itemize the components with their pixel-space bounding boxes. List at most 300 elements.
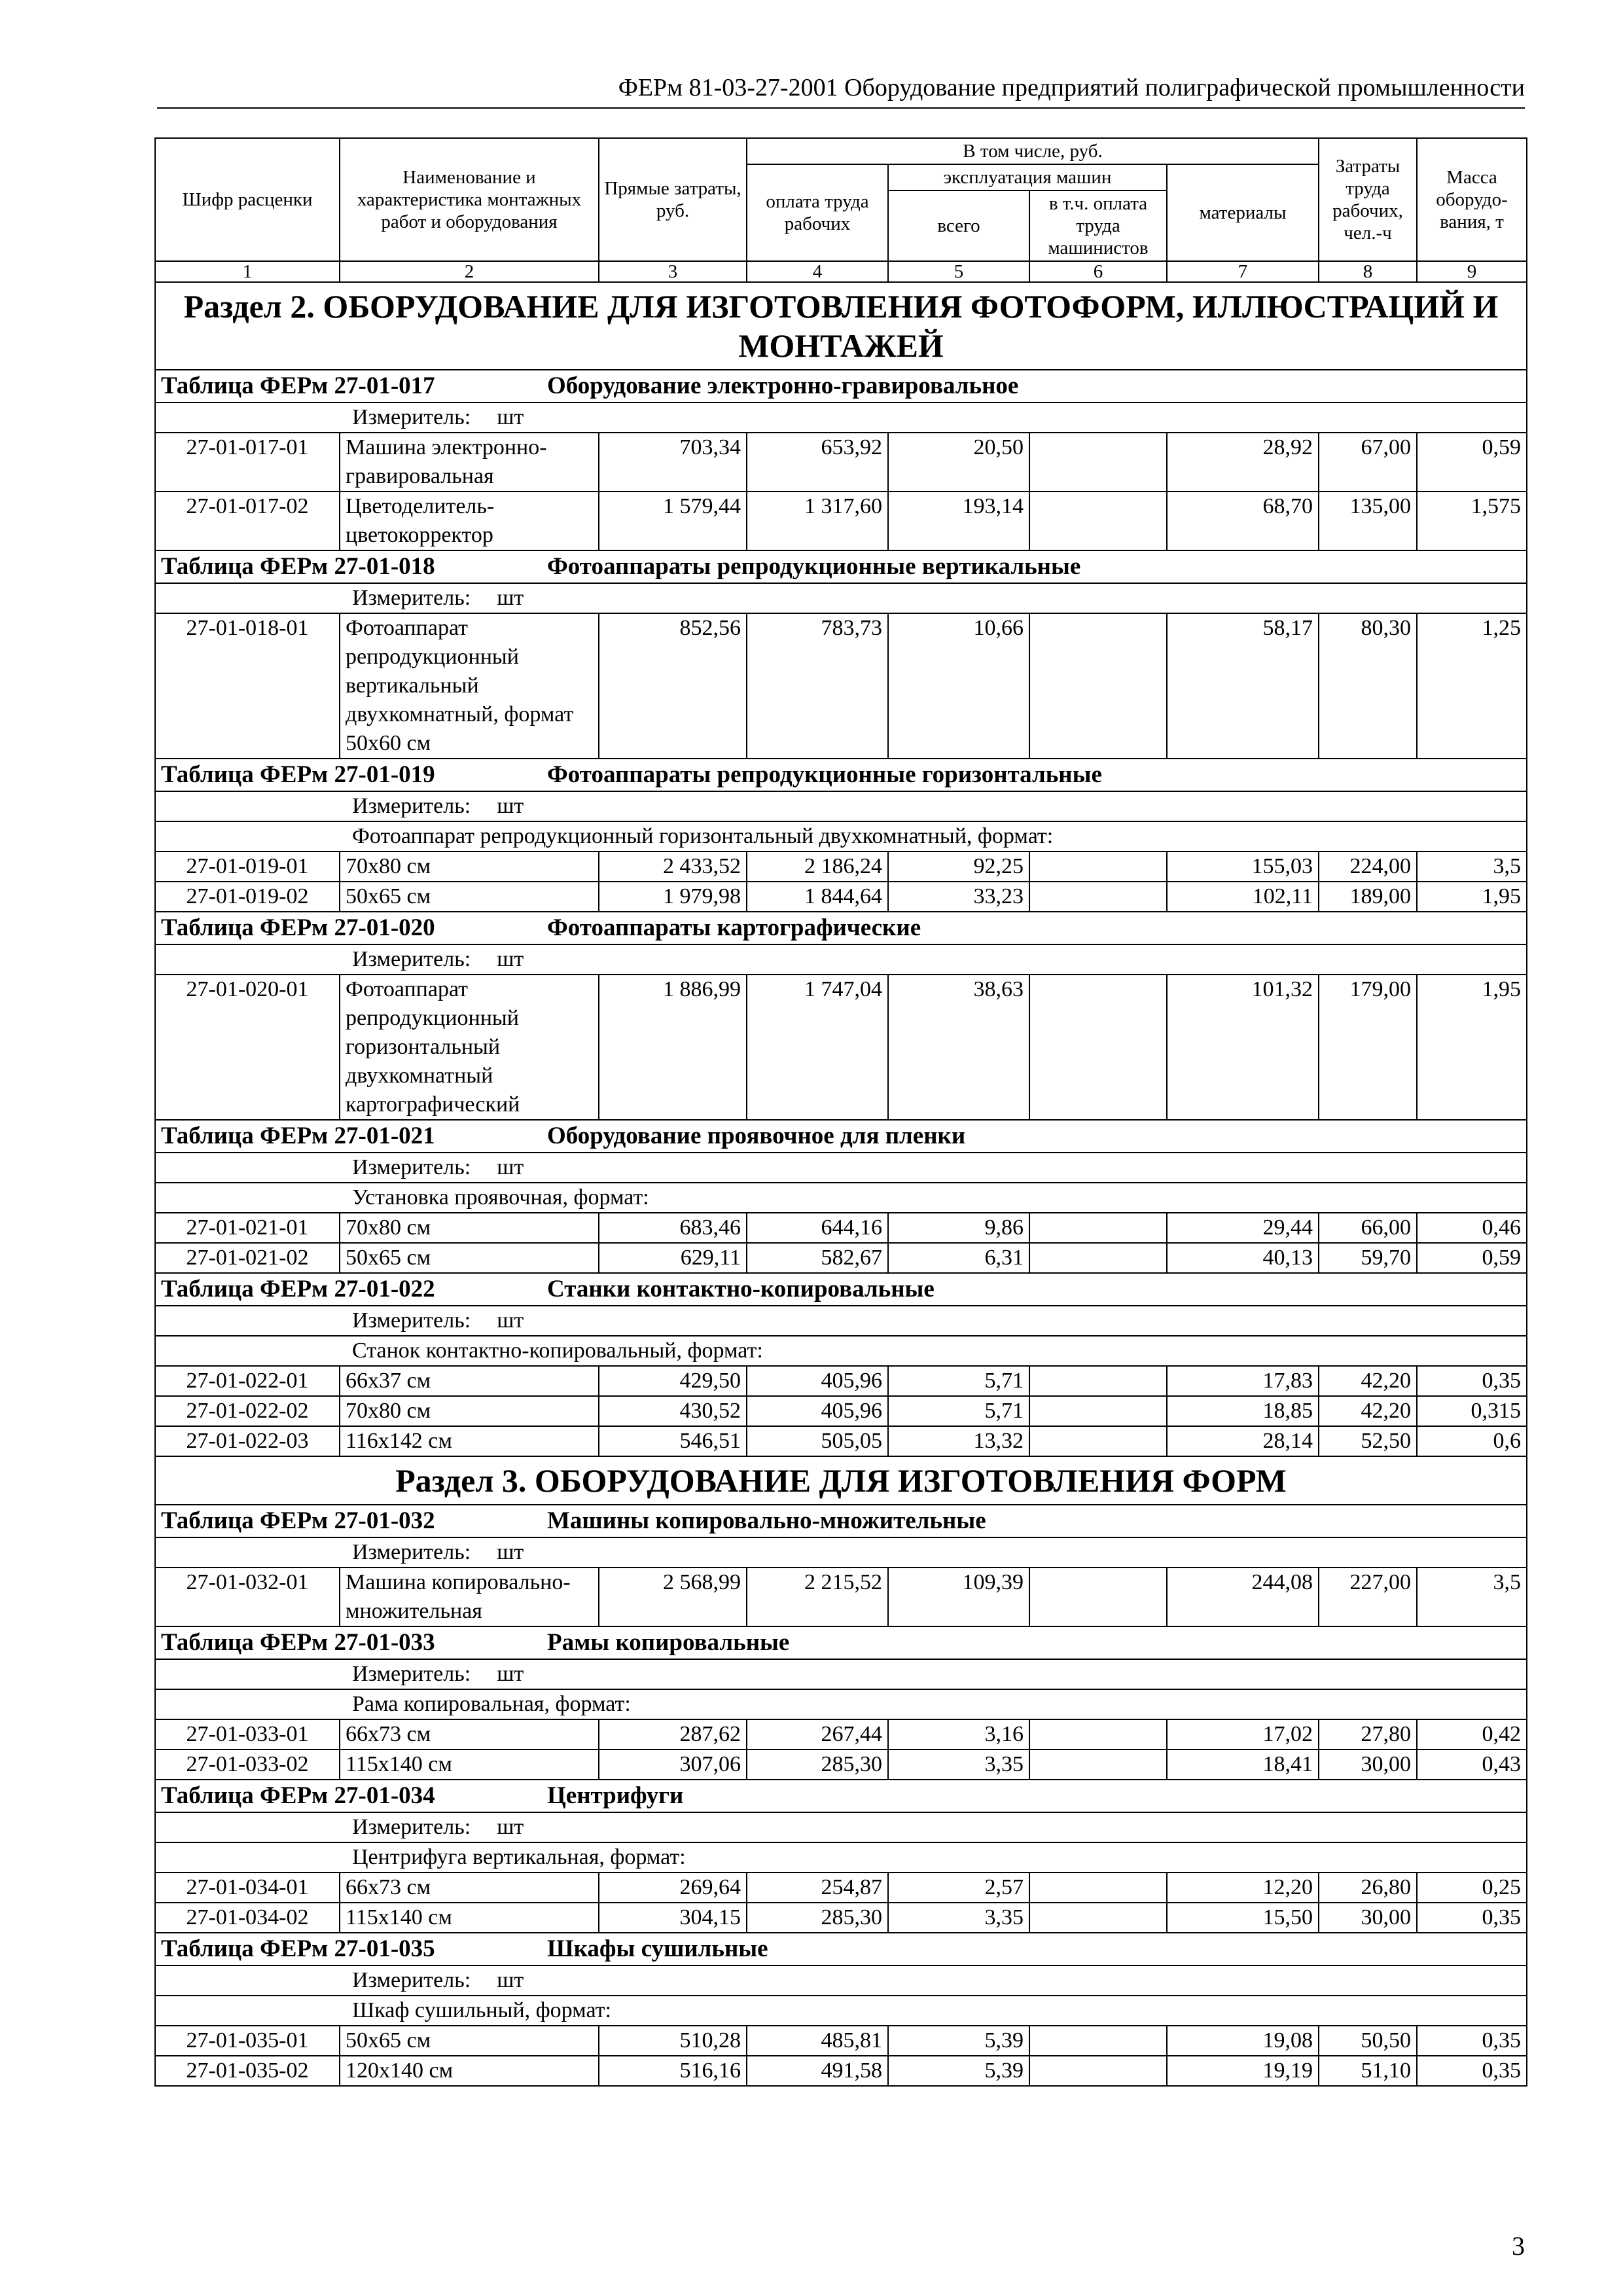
cell-mass: 0,35 (1417, 2026, 1527, 2056)
cell-wage: 491,58 (747, 2056, 888, 2086)
cell-mass: 3,5 (1417, 1568, 1527, 1626)
table-title: Оборудование электронно-гравировальное (547, 372, 1019, 399)
cell-wage: 505,05 (747, 1426, 888, 1456)
table-id: Таблица ФЕРм 27-01-034 (161, 1782, 435, 1809)
meter-unit: шт (497, 405, 524, 429)
cell-name: Фотоаппарат репродукционный горизонтальный двухкомнатный картографический (340, 975, 599, 1120)
table-id: Таблица ФЕРм 27-01-021 (161, 1122, 435, 1149)
table-heading (155, 370, 1527, 403)
table-row (155, 1243, 1527, 1273)
meter-row (155, 583, 1527, 613)
col-wage-header: оплата труда рабочих (747, 164, 888, 261)
col-number: 5 (888, 261, 1029, 282)
table-title: Фотоаппараты картографические (547, 914, 921, 941)
cell-materials: 18,85 (1167, 1396, 1319, 1426)
cell-machines-total: 109,39 (888, 1568, 1029, 1626)
cell-wage: 254,87 (747, 1873, 888, 1903)
group-row (155, 1183, 1527, 1213)
cell-machinist-wage (1029, 2026, 1167, 2056)
cell-labor: 42,20 (1319, 1366, 1417, 1396)
table-title: Станки контактно-копировальные (547, 1276, 935, 1302)
meter-cell (155, 1306, 1527, 1336)
table-title: Центрифуги (547, 1782, 684, 1809)
cell-machines-total: 5,39 (888, 2056, 1029, 2086)
table-heading (155, 912, 1527, 944)
cell-materials: 28,92 (1167, 433, 1319, 492)
cell-machinist-wage (1029, 882, 1167, 912)
cell-code: 27-01-021-01 (155, 1213, 340, 1243)
table-heading-row (155, 550, 1527, 583)
meter-label: Измеритель: (352, 1308, 471, 1333)
meter-cell (155, 1965, 1527, 1996)
cell-wage: 783,73 (747, 613, 888, 759)
cell-machinist-wage (1029, 1366, 1167, 1396)
table-row (155, 2056, 1527, 2086)
table-heading (155, 550, 1527, 583)
group-row (155, 1689, 1527, 1719)
table-heading-row (155, 1780, 1527, 1812)
meter-cell (155, 944, 1527, 975)
cell-machines-total: 5,39 (888, 2026, 1029, 2056)
cell-code: 27-01-034-01 (155, 1873, 340, 1903)
table-heading-row (155, 1933, 1527, 1965)
cell-machinist-wage (1029, 852, 1167, 882)
cell-labor: 227,00 (1319, 1568, 1417, 1626)
cell-mass: 1,25 (1417, 613, 1527, 759)
cell-name: 66х73 см (340, 1719, 599, 1749)
cell-labor: 30,00 (1319, 1903, 1417, 1933)
cell-direct-cost: 1 979,98 (599, 882, 747, 912)
rates-table-container (154, 137, 1526, 2087)
cell-machinist-wage (1029, 1213, 1167, 1243)
table-title: Оборудование проявочное для пленки (547, 1122, 966, 1149)
cell-name: 50х65 см (340, 1243, 599, 1273)
cell-machines-total: 13,32 (888, 1426, 1029, 1456)
rates-table (154, 137, 1527, 2087)
table-heading-row (155, 1273, 1527, 1306)
cell-code: 27-01-019-01 (155, 852, 340, 882)
cell-mass: 0,42 (1417, 1719, 1527, 1749)
cell-mass: 0,35 (1417, 1366, 1527, 1396)
cell-wage: 653,92 (747, 433, 888, 492)
col-incl-header: В том числе, руб. (747, 138, 1319, 164)
cell-labor: 50,50 (1319, 2026, 1417, 2056)
cell-code: 27-01-033-02 (155, 1749, 340, 1780)
cell-wage: 1 317,60 (747, 492, 888, 550)
cell-labor: 179,00 (1319, 975, 1417, 1120)
table-row (155, 1719, 1527, 1749)
cell-mass: 1,575 (1417, 492, 1527, 550)
meter-unit: шт (497, 1155, 524, 1179)
table-heading (155, 1626, 1527, 1659)
cell-machinist-wage (1029, 1903, 1167, 1933)
col-number: 2 (340, 261, 599, 282)
cell-machines-total: 5,71 (888, 1366, 1029, 1396)
cell-wage: 285,30 (747, 1903, 888, 1933)
cell-direct-cost: 2 568,99 (599, 1568, 747, 1626)
meter-cell (155, 1537, 1527, 1568)
cell-direct-cost: 629,11 (599, 1243, 747, 1273)
meter-cell (155, 1812, 1527, 1842)
cell-materials: 28,14 (1167, 1426, 1319, 1456)
cell-name: 66х73 см (340, 1873, 599, 1903)
cell-machines-total: 3,35 (888, 1903, 1029, 1933)
table-heading (155, 1933, 1527, 1965)
cell-wage: 405,96 (747, 1366, 888, 1396)
meter-cell (155, 1659, 1527, 1689)
cell-wage: 2 186,24 (747, 852, 888, 882)
cell-machines-total: 3,16 (888, 1719, 1029, 1749)
cell-machinist-wage (1029, 1568, 1167, 1626)
cell-machines-total: 10,66 (888, 613, 1029, 759)
cell-machinist-wage (1029, 433, 1167, 492)
meter-row (155, 1965, 1527, 1996)
col-number: 6 (1029, 261, 1167, 282)
cell-materials: 155,03 (1167, 852, 1319, 882)
cell-materials: 17,83 (1167, 1366, 1319, 1396)
table-heading-row (155, 370, 1527, 403)
meter-label: Измеритель: (352, 405, 471, 429)
meter-label: Измеритель: (352, 794, 471, 818)
cell-machinist-wage (1029, 492, 1167, 550)
group-caption: Шкаф сушильный, формат: (155, 1996, 1527, 2026)
table-row (155, 2026, 1527, 2056)
group-row (155, 1336, 1527, 1366)
cell-code: 27-01-035-01 (155, 2026, 340, 2056)
cell-labor: 80,30 (1319, 613, 1417, 759)
table-heading-row (155, 1120, 1527, 1153)
group-caption: Рама копировальная, формат: (155, 1689, 1527, 1719)
table-body (155, 282, 1527, 2086)
cell-mass: 1,95 (1417, 975, 1527, 1120)
table-row (155, 613, 1527, 759)
section-title: Раздел 3. ОБОРУДОВАНИЕ ДЛЯ ИЗГОТОВЛЕНИЯ ФОРМ (155, 1456, 1527, 1505)
cell-materials: 40,13 (1167, 1243, 1319, 1273)
col-number: 8 (1319, 261, 1417, 282)
cell-machinist-wage (1029, 1719, 1167, 1749)
table-heading (155, 759, 1527, 791)
cell-machinist-wage (1029, 1873, 1167, 1903)
cell-mass: 0,6 (1417, 1426, 1527, 1456)
meter-row (155, 1306, 1527, 1336)
table-header (155, 138, 1527, 282)
cell-code: 27-01-018-01 (155, 613, 340, 759)
cell-mass: 3,5 (1417, 852, 1527, 882)
section-row (155, 282, 1527, 370)
table-title: Шкафы сушильные (547, 1935, 768, 1962)
meter-unit: шт (497, 794, 524, 818)
group-caption: Станок контактно-копировальный, формат: (155, 1336, 1527, 1366)
section-title: Раздел 2. ОБОРУДОВАНИЕ ДЛЯ ИЗГОТОВЛЕНИЯ ФОТОФОРМ, ИЛЛЮСТРАЦИЙ И МОНТАЖЕЙ (155, 282, 1527, 370)
meter-label: Измеритель: (352, 947, 471, 971)
cell-name: 66х37 см (340, 1366, 599, 1396)
meter-row (155, 1812, 1527, 1842)
cell-machines-total: 92,25 (888, 852, 1029, 882)
table-heading-row (155, 1626, 1527, 1659)
cell-machines-total: 6,31 (888, 1243, 1029, 1273)
meter-cell (155, 791, 1527, 821)
table-heading (155, 1505, 1527, 1537)
group-row (155, 1996, 1527, 2026)
col-code-header: Шифр расценки (155, 138, 340, 261)
cell-direct-cost: 703,34 (599, 433, 747, 492)
group-caption: Центрифуга вертикальная, формат: (155, 1842, 1527, 1873)
cell-machinist-wage (1029, 1396, 1167, 1426)
meter-cell (155, 1153, 1527, 1183)
col-machinist-header: в т.ч. оплата труда машинистов (1029, 190, 1167, 261)
meter-label: Измеритель: (352, 1968, 471, 1992)
cell-direct-cost: 269,64 (599, 1873, 747, 1903)
meter-row (155, 944, 1527, 975)
table-row (155, 975, 1527, 1120)
table-row (155, 1213, 1527, 1243)
col-materials-header: материалы (1167, 164, 1319, 261)
table-heading (155, 1780, 1527, 1812)
meter-label: Измеритель: (352, 1155, 471, 1179)
cell-name: 70х80 см (340, 1213, 599, 1243)
cell-name: Машина электронно-гравировальная (340, 433, 599, 492)
table-title: Машины копировально-множительные (547, 1507, 986, 1534)
meter-label: Измеритель: (352, 586, 471, 610)
cell-machines-total: 193,14 (888, 492, 1029, 550)
cell-mass: 0,315 (1417, 1396, 1527, 1426)
cell-wage: 582,67 (747, 1243, 888, 1273)
cell-direct-cost: 546,51 (599, 1426, 747, 1456)
cell-labor: 224,00 (1319, 852, 1417, 882)
cell-direct-cost: 510,28 (599, 2026, 747, 2056)
table-row (155, 492, 1527, 550)
cell-code: 27-01-035-02 (155, 2056, 340, 2086)
cell-machines-total: 38,63 (888, 975, 1029, 1120)
cell-code: 27-01-019-02 (155, 882, 340, 912)
cell-materials: 29,44 (1167, 1213, 1319, 1243)
meter-row (155, 1537, 1527, 1568)
cell-wage: 644,16 (747, 1213, 888, 1243)
cell-mass: 1,95 (1417, 882, 1527, 912)
col-mass-header: Масса оборудо-вания, т (1417, 138, 1527, 261)
cell-name: 50х65 см (340, 2026, 599, 2056)
meter-unit: шт (497, 1662, 524, 1686)
cell-name: 70х80 см (340, 1396, 599, 1426)
cell-code: 27-01-017-02 (155, 492, 340, 550)
cell-mass: 0,35 (1417, 1903, 1527, 1933)
cell-materials: 17,02 (1167, 1719, 1319, 1749)
col-number: 1 (155, 261, 340, 282)
table-row (155, 1873, 1527, 1903)
table-heading-row (155, 912, 1527, 944)
cell-mass: 0,43 (1417, 1749, 1527, 1780)
table-row (155, 882, 1527, 912)
cell-direct-cost: 852,56 (599, 613, 747, 759)
group-row (155, 821, 1527, 852)
cell-name: 116х142 см (340, 1426, 599, 1456)
meter-row (155, 1153, 1527, 1183)
cell-wage: 267,44 (747, 1719, 888, 1749)
cell-code: 27-01-034-02 (155, 1903, 340, 1933)
table-heading (155, 1120, 1527, 1153)
meter-label: Измеритель: (352, 1815, 471, 1839)
cell-direct-cost: 1 886,99 (599, 975, 747, 1120)
cell-code: 27-01-017-01 (155, 433, 340, 492)
cell-code: 27-01-022-02 (155, 1396, 340, 1426)
group-caption: Фотоаппарат репродукционный горизонтальный двухкомнатный, формат: (155, 821, 1527, 852)
cell-labor: 30,00 (1319, 1749, 1417, 1780)
table-id: Таблица ФЕРм 27-01-033 (161, 1629, 435, 1656)
table-row (155, 852, 1527, 882)
col-number: 7 (1167, 261, 1319, 282)
table-row (155, 1749, 1527, 1780)
cell-mass: 0,59 (1417, 1243, 1527, 1273)
table-row (155, 1568, 1527, 1626)
table-id: Таблица ФЕРм 27-01-018 (161, 553, 435, 580)
cell-wage: 1 747,04 (747, 975, 888, 1120)
cell-materials: 102,11 (1167, 882, 1319, 912)
cell-labor: 52,50 (1319, 1426, 1417, 1456)
cell-name: 70х80 см (340, 852, 599, 882)
cell-mass: 0,59 (1417, 433, 1527, 492)
cell-machinist-wage (1029, 2056, 1167, 2086)
cell-code: 27-01-033-01 (155, 1719, 340, 1749)
cell-machines-total: 20,50 (888, 433, 1029, 492)
cell-direct-cost: 304,15 (599, 1903, 747, 1933)
cell-wage: 285,30 (747, 1749, 888, 1780)
table-heading-row (155, 759, 1527, 791)
table-id: Таблица ФЕРм 27-01-035 (161, 1935, 435, 1962)
meter-unit: шт (497, 1308, 524, 1333)
cell-machinist-wage (1029, 1749, 1167, 1780)
col-direct-header: Прямые затраты, руб. (599, 138, 747, 261)
table-row (155, 1366, 1527, 1396)
cell-labor: 66,00 (1319, 1213, 1417, 1243)
cell-labor: 26,80 (1319, 1873, 1417, 1903)
cell-code: 27-01-022-01 (155, 1366, 340, 1396)
table-id: Таблица ФЕРм 27-01-032 (161, 1507, 435, 1534)
cell-direct-cost: 307,06 (599, 1749, 747, 1780)
group-caption: Установка проявочная, формат: (155, 1183, 1527, 1213)
cell-labor: 67,00 (1319, 433, 1417, 492)
table-title: Рамы копировальные (547, 1629, 790, 1656)
group-row (155, 1842, 1527, 1873)
running-header: ФЕРм 81-03-27-2001 Оборудование предприятий полиграфической промышленности (157, 73, 1525, 109)
cell-code: 27-01-032-01 (155, 1568, 340, 1626)
table-row (155, 433, 1527, 492)
cell-mass: 0,35 (1417, 2056, 1527, 2086)
table-title: Фотоаппараты репродукционные вертикальные (547, 553, 1081, 580)
cell-materials: 18,41 (1167, 1749, 1319, 1780)
cell-labor: 59,70 (1319, 1243, 1417, 1273)
cell-wage: 1 844,64 (747, 882, 888, 912)
page-number: 3 (1512, 2231, 1525, 2261)
table-row (155, 1396, 1527, 1426)
table-title: Фотоаппараты репродукционные горизонтальные (547, 761, 1102, 788)
cell-wage: 405,96 (747, 1396, 888, 1426)
cell-code: 27-01-021-02 (155, 1243, 340, 1273)
cell-direct-cost: 516,16 (599, 2056, 747, 2086)
cell-wage: 485,81 (747, 2026, 888, 2056)
cell-wage: 2 215,52 (747, 1568, 888, 1626)
cell-machinist-wage (1029, 613, 1167, 759)
cell-labor: 135,00 (1319, 492, 1417, 550)
table-id: Таблица ФЕРм 27-01-022 (161, 1276, 435, 1302)
meter-row (155, 403, 1527, 433)
cell-materials: 58,17 (1167, 613, 1319, 759)
col-name-header: Наименование и характеристика монтажных работ и оборудования (340, 138, 599, 261)
cell-labor: 27,80 (1319, 1719, 1417, 1749)
meter-cell (155, 583, 1527, 613)
meter-unit: шт (497, 947, 524, 971)
cell-direct-cost: 430,52 (599, 1396, 747, 1426)
cell-name: 120х140 см (340, 2056, 599, 2086)
cell-materials: 12,20 (1167, 1873, 1319, 1903)
cell-labor: 189,00 (1319, 882, 1417, 912)
cell-name: 50х65 см (340, 882, 599, 912)
col-number: 4 (747, 261, 888, 282)
col-number: 9 (1417, 261, 1527, 282)
cell-labor: 51,10 (1319, 2056, 1417, 2086)
cell-direct-cost: 1 579,44 (599, 492, 747, 550)
cell-mass: 0,46 (1417, 1213, 1527, 1243)
cell-machinist-wage (1029, 975, 1167, 1120)
cell-name: Цветоделитель-цветокорректор (340, 492, 599, 550)
cell-labor: 42,20 (1319, 1396, 1417, 1426)
cell-name: 115х140 см (340, 1903, 599, 1933)
table-id: Таблица ФЕРм 27-01-019 (161, 761, 435, 788)
meter-unit: шт (497, 586, 524, 610)
meter-label: Измеритель: (352, 1540, 471, 1564)
cell-name: Фотоаппарат репродукционный вертикальный двухкомнатный, формат 50х60 см (340, 613, 599, 759)
cell-materials: 15,50 (1167, 1903, 1319, 1933)
cell-machines-total: 2,57 (888, 1873, 1029, 1903)
table-heading-row (155, 1505, 1527, 1537)
cell-materials: 68,70 (1167, 492, 1319, 550)
cell-machinist-wage (1029, 1243, 1167, 1273)
cell-machines-total: 33,23 (888, 882, 1029, 912)
meter-cell (155, 403, 1527, 433)
cell-mass: 0,25 (1417, 1873, 1527, 1903)
cell-materials: 19,08 (1167, 2026, 1319, 2056)
table-id: Таблица ФЕРм 27-01-017 (161, 372, 435, 399)
cell-name: 115х140 см (340, 1749, 599, 1780)
meter-label: Измеритель: (352, 1662, 471, 1686)
meter-unit: шт (497, 1968, 524, 1992)
cell-machinist-wage (1029, 1426, 1167, 1456)
cell-direct-cost: 287,62 (599, 1719, 747, 1749)
cell-machines-total: 5,71 (888, 1396, 1029, 1426)
cell-machines-total: 3,35 (888, 1749, 1029, 1780)
cell-code: 27-01-022-03 (155, 1426, 340, 1456)
cell-materials: 19,19 (1167, 2056, 1319, 2086)
cell-machines-total: 9,86 (888, 1213, 1029, 1243)
table-heading (155, 1273, 1527, 1306)
cell-name: Машина копировально-множительная (340, 1568, 599, 1626)
col-machines-header: эксплуатация машин (888, 164, 1167, 190)
meter-row (155, 1659, 1527, 1689)
section-row (155, 1456, 1527, 1505)
meter-unit: шт (497, 1540, 524, 1564)
cell-direct-cost: 429,50 (599, 1366, 747, 1396)
cell-direct-cost: 2 433,52 (599, 852, 747, 882)
col-labor-header: Затраты труда рабочих, чел.-ч (1319, 138, 1417, 261)
table-row (155, 1903, 1527, 1933)
meter-unit: шт (497, 1815, 524, 1839)
cell-materials: 244,08 (1167, 1568, 1319, 1626)
cell-materials: 101,32 (1167, 975, 1319, 1120)
meter-row (155, 791, 1527, 821)
col-total-header: всего (888, 190, 1029, 261)
table-row (155, 1426, 1527, 1456)
cell-direct-cost: 683,46 (599, 1213, 747, 1243)
table-id: Таблица ФЕРм 27-01-020 (161, 914, 435, 941)
